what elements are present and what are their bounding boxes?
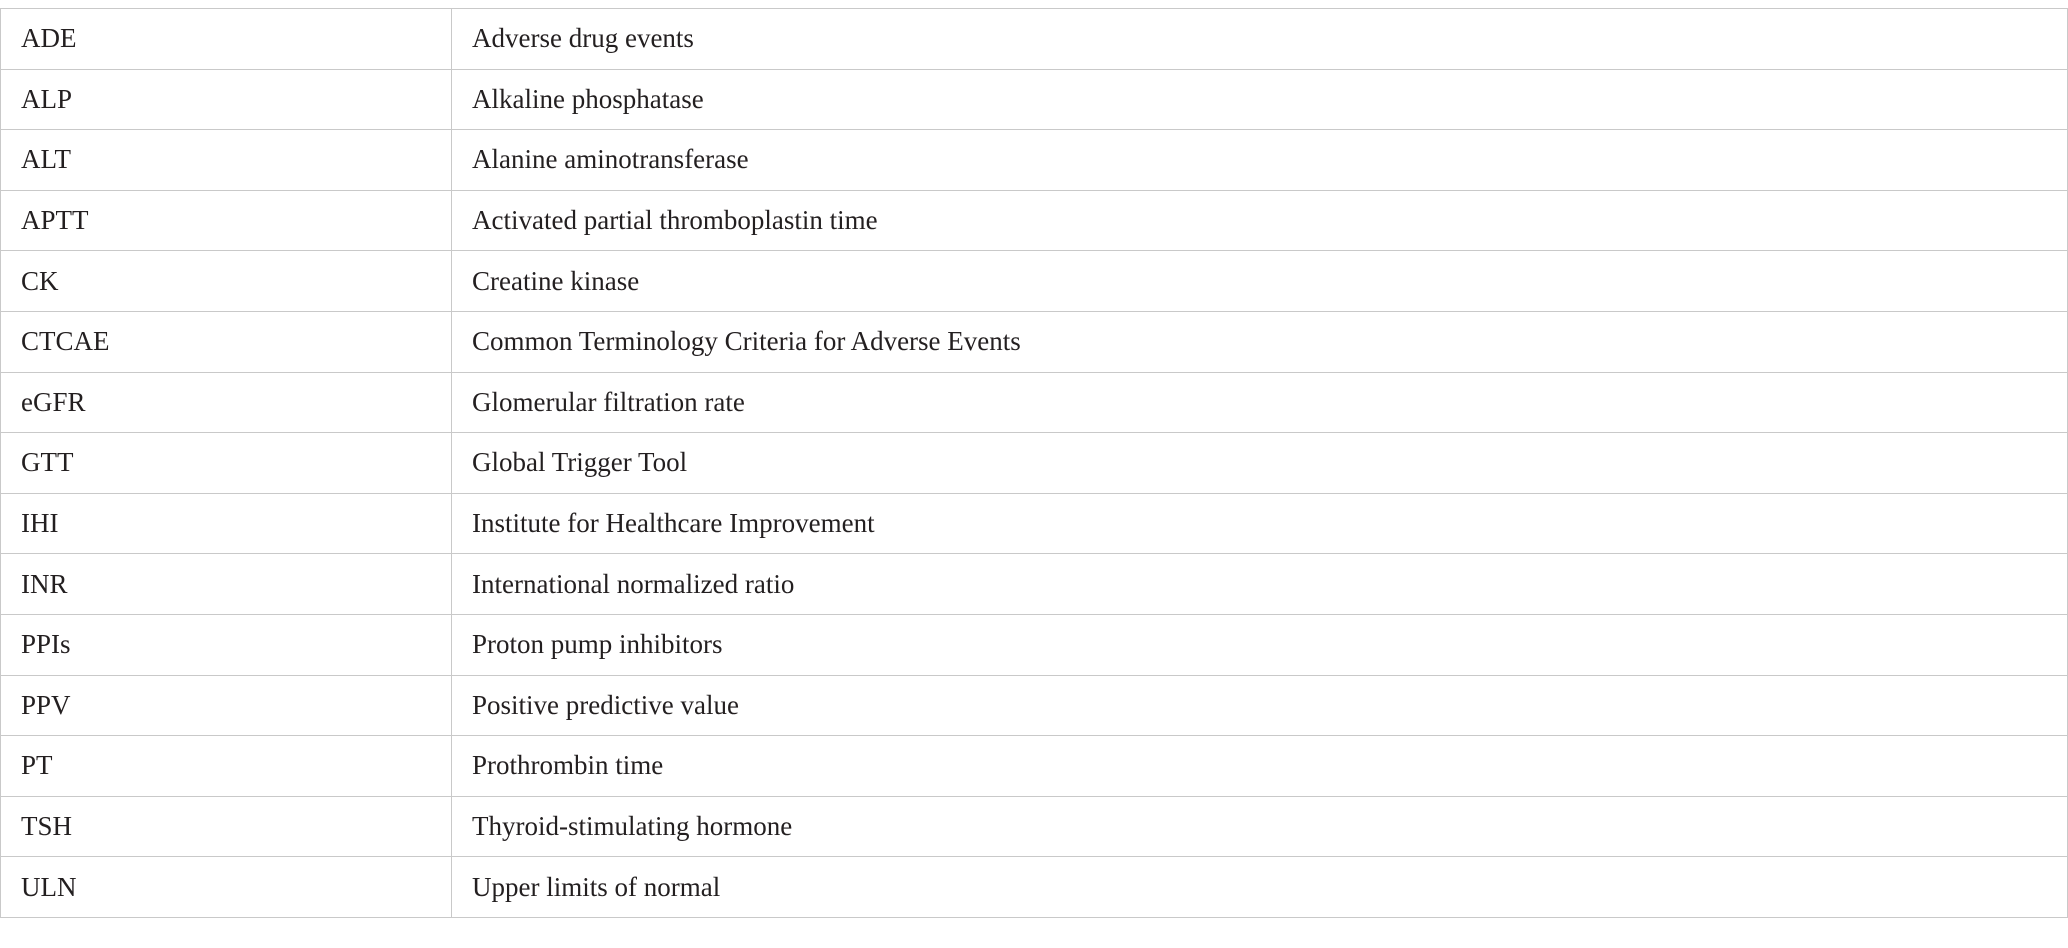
table-row: [1, 190, 2068, 251]
table-row: [1, 130, 2068, 191]
table-row: [1, 9, 2068, 70]
table-row: [1, 69, 2068, 130]
abbreviation-cell: PPIs: [1, 614, 452, 675]
definition-cell: Common Terminology Criteria for Adverse Events: [452, 311, 2068, 372]
table-row: [1, 736, 2068, 797]
definition-cell: Alkaline phosphatase: [452, 69, 2068, 130]
table-row: [1, 251, 2068, 312]
abbreviation-cell: ADE: [1, 9, 452, 70]
definition-cell: Prothrombin time: [452, 736, 2068, 797]
table-row: [1, 857, 2068, 918]
definition-cell: Thyroid-stimulating hormone: [452, 796, 2068, 857]
abbreviation-cell: PPV: [1, 675, 452, 736]
definition-cell: Activated partial thromboplastin time: [452, 190, 2068, 251]
definition-cell: Upper limits of normal: [452, 857, 2068, 918]
definition-cell: Alanine aminotransferase: [452, 130, 2068, 191]
definition-cell: Creatine kinase: [452, 251, 2068, 312]
definition-cell: Positive predictive value: [452, 675, 2068, 736]
definition-cell: Glomerular filtration rate: [452, 372, 2068, 433]
abbreviation-cell: eGFR: [1, 372, 452, 433]
definition-cell: Global Trigger Tool: [452, 433, 2068, 494]
definition-cell: Adverse drug events: [452, 9, 2068, 70]
table-row: [1, 796, 2068, 857]
abbreviation-cell: PT: [1, 736, 452, 797]
table-row: [1, 372, 2068, 433]
abbreviations-table-body: [1, 9, 2068, 918]
abbreviation-cell: IHI: [1, 493, 452, 554]
definition-cell: Proton pump inhibitors: [452, 614, 2068, 675]
table-row: [1, 614, 2068, 675]
table-row: [1, 493, 2068, 554]
definition-cell: International normalized ratio: [452, 554, 2068, 615]
abbreviation-cell: ALP: [1, 69, 452, 130]
table-row: [1, 311, 2068, 372]
abbreviations-table-container: [0, 8, 2068, 918]
abbreviation-cell: CTCAE: [1, 311, 452, 372]
table-row: [1, 433, 2068, 494]
abbreviation-cell: ULN: [1, 857, 452, 918]
table-row: [1, 554, 2068, 615]
abbreviation-cell: ALT: [1, 130, 452, 191]
definition-cell: Institute for Healthcare Improvement: [452, 493, 2068, 554]
abbreviation-cell: CK: [1, 251, 452, 312]
abbreviations-table: [0, 8, 2068, 918]
abbreviation-cell: INR: [1, 554, 452, 615]
abbreviation-cell: GTT: [1, 433, 452, 494]
table-row: [1, 675, 2068, 736]
abbreviation-cell: TSH: [1, 796, 452, 857]
abbreviation-cell: APTT: [1, 190, 452, 251]
